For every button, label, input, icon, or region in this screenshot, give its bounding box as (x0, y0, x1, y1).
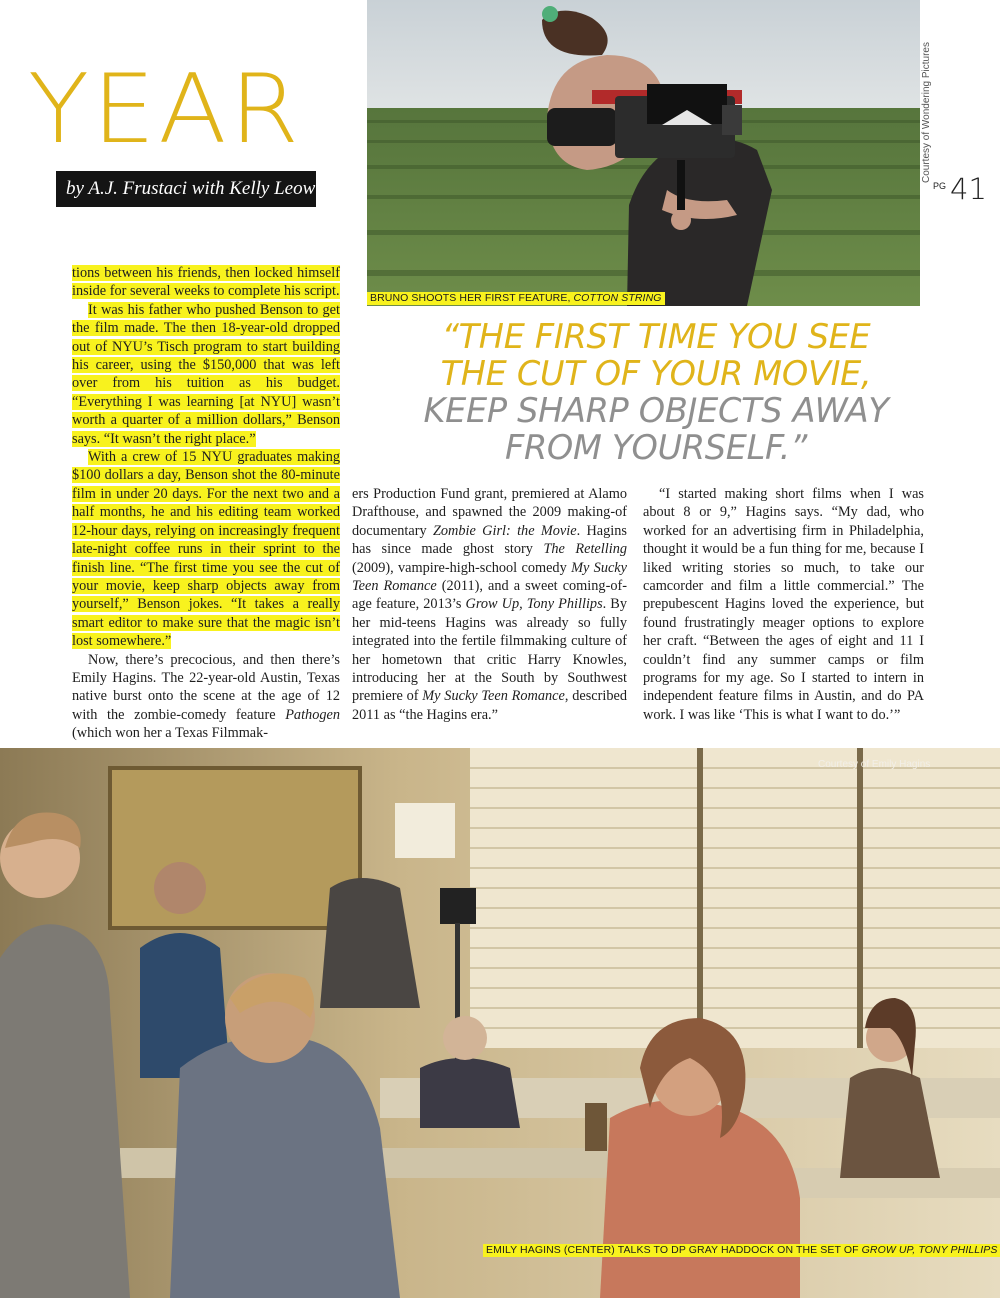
paragraph (72, 448, 340, 650)
text: Now, there’s precocious, and then there’s Emily Hagins. The 22-year-old Austin, Texas native burst onto the scene at the age of 12 with the zombie-comedy feature (72, 651, 340, 723)
text: (which won her a Texas Filmmak- (72, 725, 269, 742)
caption-text: BRUNO SHOOTS HER FIRST FEATURE, (370, 292, 574, 304)
top-photo (367, 0, 920, 306)
text: (2009), vampire-high-school comedy (352, 559, 572, 576)
bottom-photo-credit: Courtesy of Emily Hagins (818, 759, 931, 770)
text: (2011), and a sweet coming-of-age feature, 2013’s (352, 578, 628, 613)
paragraph (352, 485, 627, 724)
highlighted-text: With a crew of 15 NYU graduates making $100 dollars a day, Benson shot the 80-minute film in under 20 days. For the next two and a half months, he and his editing team worked 12-hour days, relying on increasingly frequent late-night coffee runs in their sprint to the finish line. “The first time you see the cut of your movie, keep sharp objects away from yourself,” Benson jokes. “It takes a really smart editor to make sure that the magic isn’t lost somewhere.” (72, 449, 340, 650)
pull-quote-line: FROM YOURSELF.” (504, 428, 808, 467)
caption-film-title: COTTON STRING (573, 292, 662, 304)
caption-film-title: GROW UP, TONY PHILLIPS (861, 1244, 998, 1256)
page-number: 41 (950, 172, 987, 206)
film-title: Pathogen (285, 706, 340, 723)
pull-quote-line: “THE FIRST TIME YOU SEE (441, 317, 871, 356)
film-title: My Sucky Teen Romance (422, 688, 565, 705)
highlighted-text: tions between his friends, then locked himself inside for several weeks to complete his script. (72, 265, 340, 300)
text: . By her mid-teens Hagins was already so fully integrated into the fertile filmmaking culture of her hometown that critic Harry Knowles, introducing her at the South by Southwest premiere of (352, 596, 627, 705)
top-photo-caption (367, 292, 665, 305)
bottom-photo (0, 748, 1000, 1298)
bottom-photo-caption (483, 1244, 1000, 1257)
caption-text: EMILY HAGINS (CENTER) TALKS TO DP GRAY HADDOCK ON THE SET OF (486, 1244, 862, 1256)
page-label: PG (933, 181, 947, 191)
classroom-scene-image (0, 748, 1000, 1298)
byline: by A.J. Frustaci with Kelly Leow (56, 171, 316, 207)
text: ers Production Fund grant, premiered at Alamo Drafthouse, and spawned the 2009 making-of documentary (352, 486, 627, 539)
paragraph (72, 301, 340, 448)
field-scene-image (367, 0, 920, 306)
pull-quote (376, 318, 936, 466)
text: , described 2011 as “the Hagins era.” (352, 688, 627, 723)
film-title: Grow Up, Tony Phillips (465, 596, 603, 613)
article-column-1 (72, 264, 340, 743)
article-column-3 (643, 485, 924, 724)
text: . Hagins has since made ghost story (352, 522, 627, 558)
pull-quote-line: THE CUT OF YOUR MOVIE, (440, 354, 872, 393)
paragraph (72, 264, 340, 301)
highlighted-text: It was his father who pushed Benson to get the film made. The then 18-year-old dropped out of NYU’s Tisch program to start building his career, using the $150,000 that was left over from his tuition as his budget. “Everything I was learning [at NYU] wasn’t worth a quarter of a million dollars,” Benson says. “It wasn’t the right place.” (72, 301, 340, 447)
film-title: My Sucky Teen Romance (352, 559, 628, 595)
pull-quote-line: KEEP SHARP OBJECTS AWAY (423, 391, 889, 430)
article-column-2 (352, 485, 627, 724)
film-title: The Retelling (543, 541, 627, 558)
paragraph: “I started making short films when I was about 8 or 9,” Hagins says. “My dad, who worked for an advertising firm in Philadelphia, thought it would be a fun thing for me, because I liked writing stories so much, to take our camcorder and film a little commercial.” The prepubescent Hagins loved the experience, but found frustratingly meager options to explore her craft. “Between the ages of eight and 11 I couldn’t find any summer camps or film programs for my age. So I started to intern in independent feature films in Austin, and do PA work. I was like ‘This is what I want to do.’” (643, 486, 924, 723)
film-title: Zombie Girl: the Movie (432, 522, 577, 539)
top-photo-credit: Courtesy of Wondering Pictures (921, 42, 932, 183)
headline: YEAR (28, 53, 303, 165)
paragraph (72, 651, 340, 743)
